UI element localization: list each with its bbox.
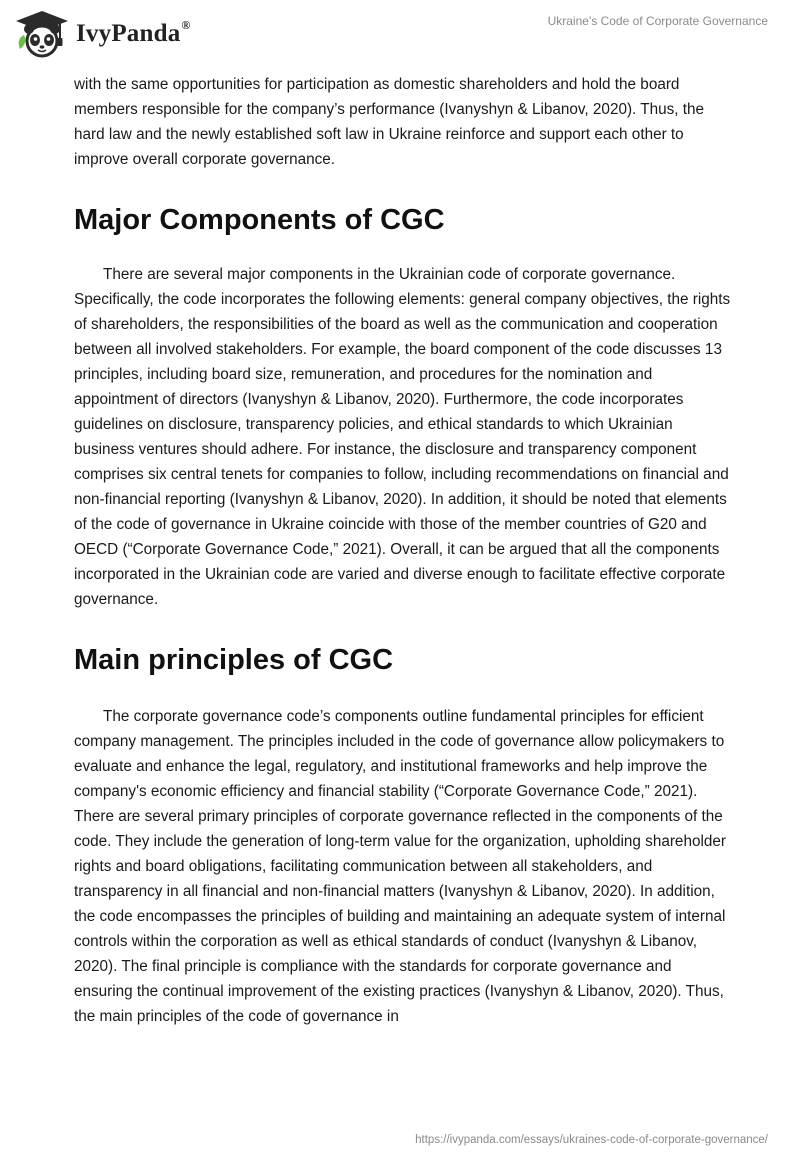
paragraph-main-principles: The corporate governance code’s components outline fundamental principles for efficient company management. The principles included in the code of governance allow policymakers to evaluate and enhance the legal, regulatory, and institutional frameworks and help improve the company's economic efficiency and financial stability (“Corporate Governance Code,” 2021). There are several primary principles of corporate governance reflected in the components of the code. They include the generation of long-term value for the organization, upholding shareholder rights and board obligations, facilitating communication between all stakeholders, and transparency in all financial and non-financial matters (Ivanyshyn & Libanov, 2020). In addition, the code encompasses the principles of building and maintaining an adequate system of internal controls within the corporation as well as ethical standards of conduct (Ivanyshyn & Libanov, 2020). The final principle is compliance with the standards for corporate governance and ensuring the continual improvement of the existing practices (Ivanyshyn & Libanov, 2020). Thus, the main principles of the code of governance in bbox=[74, 708, 726, 1025]
paragraph-intro: with the same opportunities for participation as domestic shareholders and hold the board members responsible for the company’s performance (Ivanyshyn & Libanov, 2020). Thus, the hard law and the newly established soft law in Ukraine reinforce and support each other to improve overall corporate governance. bbox=[74, 76, 705, 168]
brand-logo[interactable] bbox=[14, 8, 191, 60]
panda-graduate-icon bbox=[14, 9, 70, 59]
paragraph-major-components: There are several major components in the Ukrainian code of corporate governance. Specifically, the code incorporates the following elements: general company objectives, the rights of shareholders, the responsibilities of the board as well as the communication and cooperation between all involved stakeholders. For example, the board component of the code discusses 13 principles, including board size, remuneration, and procedures for the nomination and appointment of directors (Ivanyshyn & Libanov, 2020). Furthermore, the code incorporates guidelines on disclosure, transparency policies, and ethical standards to which Ukrainian business ventures should adhere. For instance, the disclosure and transparency component comprises six central tenets for companies to follow, including recommendations on financial and non-financial reporting (Ivanyshyn & Libanov, 2020). In addition, it should be noted that elements of the code of governance in Ukraine coincide with those of the member countries of G20 and OECD (“Corporate Governance Code,” 2021). Overall, it can be argued that all the components incorporated in the Ukrainian code are varied and diverse enough to facilitate effective corporate governance. bbox=[74, 266, 731, 608]
essay-body bbox=[74, 72, 734, 1029]
source-url[interactable]: https://ivypanda.com/essays/ukraines-code-of-corporate-governance/ bbox=[415, 1134, 768, 1146]
heading-major-components: Major Components of CGC bbox=[74, 204, 445, 236]
brand-name: IvyPanda® bbox=[76, 18, 191, 47]
document-title: Ukraine's Code of Corporate Governance bbox=[547, 14, 768, 28]
page-header bbox=[0, 0, 800, 70]
heading-main-principles: Main principles of CGC bbox=[74, 644, 394, 676]
registered-mark: ® bbox=[181, 18, 191, 32]
